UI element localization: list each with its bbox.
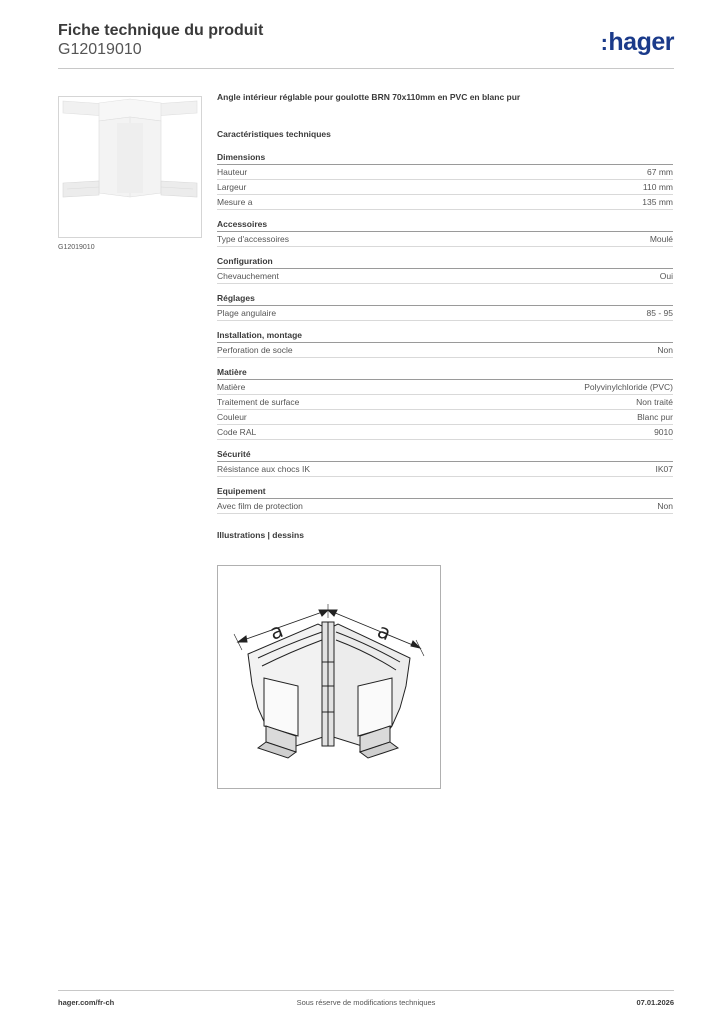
section-title: Accessoires (217, 219, 673, 232)
section-accessories (217, 219, 673, 247)
spec-label: Perforation de socle (217, 345, 293, 355)
spec-label: Code RAL (217, 427, 257, 437)
logo-text: hager (608, 28, 674, 56)
spec-label: Hauteur (217, 167, 248, 177)
spec-value: Oui (659, 271, 673, 281)
section-settings (217, 293, 673, 321)
spec-row (217, 269, 673, 284)
section-installation (217, 330, 673, 358)
section-title: Configuration (217, 256, 673, 269)
section-material (217, 367, 673, 440)
spec-value: IK07 (655, 464, 673, 474)
spec-value: 67 mm (647, 167, 673, 177)
spec-value: Non (657, 345, 673, 355)
product-photo (58, 96, 202, 238)
section-title: Equipement (217, 486, 673, 499)
dimension-label-a-left: a (266, 617, 287, 645)
footer-divider (58, 990, 674, 991)
illustrations-heading: Illustrations | dessins (217, 530, 304, 540)
spec-label: Mesure a (217, 197, 253, 207)
spec-row (217, 410, 673, 425)
spec-row (217, 462, 673, 477)
product-photo-image (59, 97, 201, 237)
spec-row (217, 380, 673, 395)
dimension-label-a-right: a (374, 618, 395, 646)
spec-value: 110 mm (642, 182, 673, 192)
section-title: Sécurité (217, 449, 673, 462)
spec-label: Traitement de surface (217, 397, 300, 407)
technical-characteristics-heading: Caractéristiques techniques (217, 129, 331, 139)
logo-colon-mark: : (600, 30, 608, 55)
spec-label: Plage angulaire (217, 308, 277, 318)
spec-row (217, 343, 673, 358)
section-title: Réglages (217, 293, 673, 306)
section-dimensions (217, 152, 673, 210)
spec-label: Largeur (217, 182, 247, 192)
spec-value: Blanc pur (637, 412, 673, 422)
spec-label: Résistance aux chocs IK (217, 464, 311, 474)
spec-row (217, 395, 673, 410)
document-header (58, 22, 263, 60)
spec-row (217, 499, 673, 514)
footer-website-link[interactable]: hager.com/fr-ch (58, 998, 115, 1007)
section-equipment (217, 486, 673, 514)
spec-row (217, 195, 673, 210)
product-reference: G12019010 (58, 41, 142, 58)
document-title: Fiche technique du produit (58, 22, 264, 39)
technical-drawing-image (218, 566, 440, 788)
spec-row (217, 425, 673, 440)
footer-date: 07.01.2026 (636, 998, 674, 1007)
section-title: Matière (217, 367, 673, 380)
spec-label: Avec film de protection (217, 501, 303, 511)
spec-value: Polyvinylchloride (PVC) (584, 382, 673, 392)
spec-value: Non traité (636, 397, 673, 407)
spec-row (217, 232, 673, 247)
spec-label: Matière (217, 382, 246, 392)
spec-row (217, 180, 673, 195)
spec-row (217, 306, 673, 321)
spec-value: 9010 (654, 427, 673, 437)
spec-label: Couleur (217, 412, 247, 422)
section-title: Dimensions (217, 152, 673, 165)
spec-value: Moulé (649, 234, 673, 244)
product-content (217, 92, 673, 540)
hager-logo[interactable] (601, 28, 674, 57)
photo-caption: G12019010 (58, 244, 95, 251)
spec-value: Non (657, 501, 673, 511)
spec-value: 85 - 95 (646, 308, 673, 318)
spec-label: Chevauchement (217, 271, 279, 281)
section-configuration (217, 256, 673, 284)
spec-value: 135 mm (642, 197, 673, 207)
spec-row (217, 165, 673, 180)
footer-disclaimer: Sous réserve de modifications techniques (296, 998, 436, 1007)
header-divider (58, 68, 674, 69)
spec-label: Type d'accessoires (217, 234, 290, 244)
section-title: Installation, montage (217, 330, 673, 343)
section-safety (217, 449, 673, 477)
technical-drawing (217, 565, 441, 789)
product-description: Angle intérieur réglable pour goulotte BRN 70x110mm en PVC en blanc pur (217, 92, 521, 102)
